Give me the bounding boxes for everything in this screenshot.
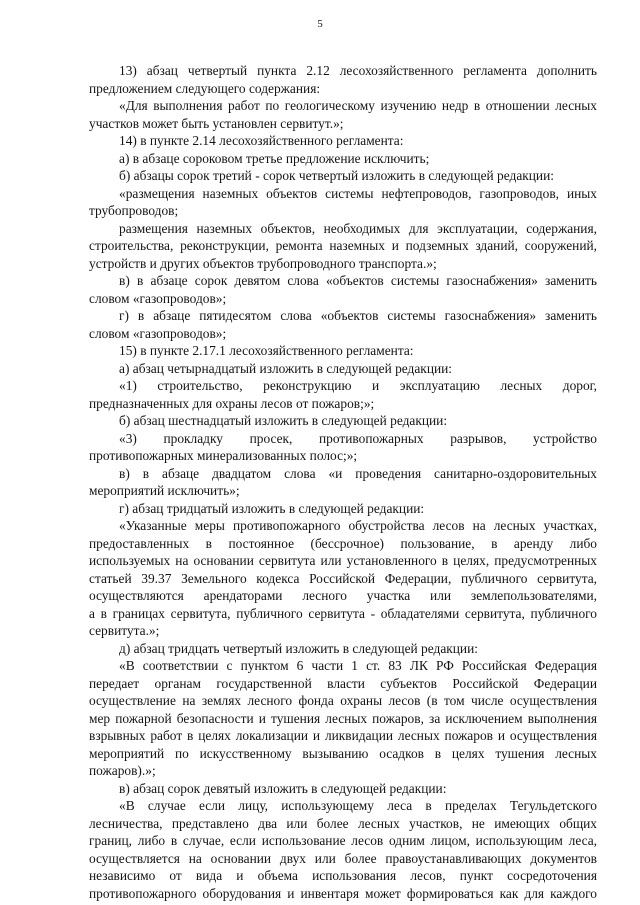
page-number: 5 <box>317 18 323 30</box>
text-line: пожаров).»; <box>89 763 156 778</box>
text-line: взрывных работ в целях локализации и ликвидации лесных пожаров и осуществления <box>89 728 597 743</box>
text-line: в) абзац сорок девятый изложить в следующей редакции: <box>119 780 447 796</box>
text-line: мероприятий исключить»; <box>89 483 240 498</box>
text-line: устройств и других объектов трубопроводного транспорта.»; <box>89 255 437 271</box>
text-line: противопожарного оборудования и инвентаря может формироваться как для каждого <box>89 885 597 901</box>
text-line: в) в абзаце двадцатом слова «и проведения санитарно-оздоровительных <box>119 465 597 481</box>
text-line: статьей 39.37 Земельного кодекса Российской Федерации, публичного сервитута, <box>89 570 597 586</box>
text-line: словом «газопроводов»; <box>89 325 227 341</box>
text-line: 13) абзац четвертый пункта 2.12 лесохозяйственного регламента дополнить <box>119 63 597 78</box>
text-line: передает органам государственной власти субъектов Российской Федерации <box>89 675 597 691</box>
text-line: г) абзац тридцатый изложить в следующей редакции: <box>119 500 425 516</box>
text-line: а в границах сервитута, публичного сервитута - обладателями сервитута, публичного <box>89 605 597 621</box>
text-line: предложением следующего содержания: <box>89 80 321 96</box>
text-line: лесничества, представлено два или более лесных участков, не имеющих общих <box>89 815 597 831</box>
text-line: б) абзац шестнадцатый изложить в следующей редакции: <box>119 413 448 428</box>
text-line: предоставленных в постоянное (бессрочное) пользование, в аренду либо <box>89 535 597 551</box>
text-line: «В случае если лицу, использующему леса в пределах Тегульдетского <box>119 798 597 813</box>
text-line: осуществление на землях лесного фонда охраны лесов (в том числе осуществления <box>89 693 597 708</box>
text-line: независимо от вида и объема использования лесов, пункт сосредоточения <box>89 868 597 883</box>
text-line: «Для выполнения работ по геологическому изучению недр в отношении лесных <box>119 98 597 113</box>
text-line: мероприятий по искусственному вызыванию осадков в целях тушения лесных <box>89 745 597 761</box>
text-line: трубопроводов; <box>89 203 179 218</box>
text-line: в) в абзаце сорок девятом слова «объектов системы газоснабжения» заменить <box>119 273 597 288</box>
text-line: а) абзац четырнадцатый изложить в следующей редакции: <box>119 360 453 376</box>
text-line: б) абзацы сорок третий - сорок четвертый изложить в следующей редакции: <box>119 168 554 183</box>
text-line: строительства, реконструкции, ремонта наземных и подземных зданий, сооружений, <box>89 238 597 253</box>
text-line: используемых на основании сервитута или установленного в целях, предусмотренных <box>89 553 597 568</box>
text-line: осуществляются арендаторами лесного участка или землепользователями, <box>89 588 597 603</box>
text-line: д) абзац тридцать четвертый изложить в следующей редакции: <box>119 640 478 656</box>
document-body <box>89 62 597 902</box>
text-line: осуществляется на основании двух или более правоустанавливающих документов <box>89 850 597 866</box>
text-line: г) в абзаце пятидесятом слова «объектов системы газоснабжения» заменить <box>119 308 597 323</box>
text-line: «3) прокладку просек, противопожарных разрывов, устройство <box>119 430 597 446</box>
text-line: участков может быть установлен сервитут.»; <box>89 115 344 131</box>
text-line: мер пожарной безопасности и тушения лесных пожаров, за исключением выполнения <box>89 710 597 726</box>
text-line: противопожарных минерализованных полос;»; <box>89 448 358 463</box>
text-line: границ, либо в случае, если использование лесов одним лицом, использующим леса, <box>89 833 597 848</box>
text-line: 14) в пункте 2.14 лесохозяйственного регламента: <box>119 133 404 148</box>
text-line: размещения наземных объектов, необходимых для эксплуатации, содержания, <box>119 220 597 236</box>
text-line: 15) в пункте 2.17.1 лесохозяйственного регламента: <box>119 343 414 358</box>
text-line: предназначенных для охраны лесов от пожаров;»; <box>89 395 375 411</box>
text-line: словом «газопроводов»; <box>89 290 227 306</box>
text-line: «размещения наземных объектов системы нефтепроводов, газопроводов, иных <box>119 185 597 201</box>
text-line: «Указанные меры противопожарного обустройства лесов на лесных участках, <box>119 518 597 533</box>
text-line: «В соответствии с пунктом 6 части 1 ст. 83 ЛК РФ Российская Федерация <box>119 658 597 673</box>
text-line: сервитута.»; <box>89 623 160 638</box>
text-line: а) в абзаце сороковом третье предложение исключить; <box>119 150 430 166</box>
text-line: «1) строительство, реконструкцию и эксплуатацию лесных дорог, <box>119 378 597 393</box>
